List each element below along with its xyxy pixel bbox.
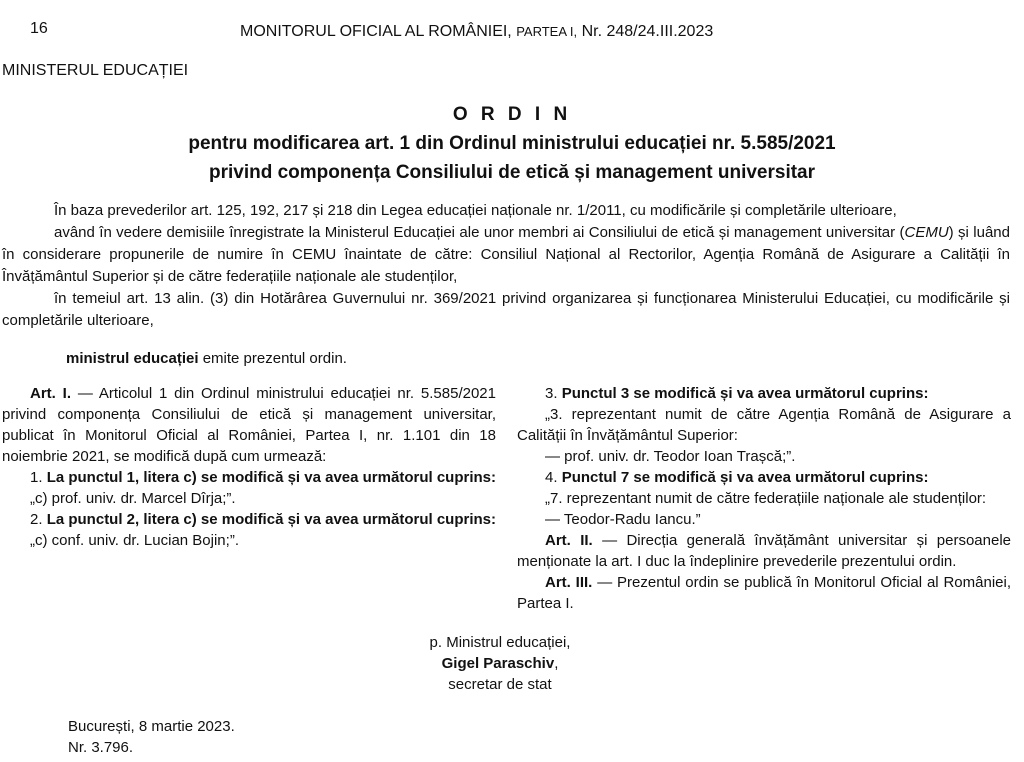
issuing-statement: ministrul educației emite prezentul ordin. — [66, 350, 347, 367]
amendment-2-heading: 2. La punctul 2, litera c) se modifică și va avea următorul cuprins: — [30, 511, 496, 528]
document-number: Nr. 3.796. — [68, 739, 134, 756]
amendment-3-name: — prof. univ. dr. Teodor Ioan Trașcă;”. — [545, 448, 796, 465]
journal-part: PARTEA I, — [516, 24, 578, 39]
amendment-2-text: „c) conf. univ. dr. Lucian Bojin;”. — [30, 532, 239, 549]
document-title-line1: pentru modificarea art. 1 din Ordinul ministrului educației nr. 5.585/2021 — [188, 133, 836, 154]
amendment-4-name: — Teodor-Radu Iancu.” — [545, 511, 701, 528]
amendment-3-text: „3. reprezentant numit de către Agenția Română de Asigurare a Calității în Învățământul Superior: — [517, 406, 1011, 444]
signatory-name: Gigel Paraschiv — [441, 655, 555, 672]
document-type: O R D I N — [452, 104, 572, 125]
signatory-role: secretar de stat — [448, 676, 552, 693]
amendment-1-text: „c) prof. univ. dr. Marcel Dîrja;”. — [30, 490, 236, 507]
signature-block — [400, 632, 600, 695]
article-1-label: Art. I. — [30, 385, 71, 402]
place-date: București, 8 martie 2023. — [68, 718, 235, 735]
preamble-considerations: având în vedere demisiile înregistrate la Ministerul Educației ale unor membri ai Consiliului de etică și management universitar (CEMU) și luând în considerare propunerile de numire în CEMU înaintate de către: Consiliul Național al Rectorilor, Agenția Română de Asigurare a Calității în Învățământul Superior și de către federațiile naționale ale studenților, — [2, 224, 1010, 285]
preamble-government-decision: în temeiul art. 13 alin. (3) din Hotărârea Guvernului nr. 369/2021 privind organizarea și funcționarea Ministerului Educației, cu modificările și completările ulterioare, — [2, 290, 1010, 329]
amendment-4-heading: 4. Punctul 7 se modifică și va avea următorul cuprins: — [545, 469, 929, 486]
amendment-1-heading: 1. La punctul 1, litera c) se modifică și va avea următorul cuprins: — [30, 469, 496, 486]
amendment-4-text: „7. reprezentant numit de către federațiile naționale ale studenților: — [545, 490, 987, 507]
preamble — [2, 200, 1010, 332]
article-3-label: Art. III. — [545, 574, 593, 591]
signature-on-behalf: p. Ministrul educației, — [429, 634, 571, 651]
signatory-name-line: Gigel Paraschiv, — [441, 655, 559, 672]
document-title-line2: privind componența Consiliului de etică și management universitar — [208, 162, 816, 183]
right-column — [517, 383, 1011, 614]
issuer-ministry: MINISTERUL EDUCAȚIEI — [2, 62, 189, 79]
amendment-3-heading: 3. Punctul 3 se modifică și va avea următorul cuprins: — [545, 385, 929, 402]
journal-title: MONITORUL OFICIAL AL ROMÂNIEI, — [240, 23, 512, 40]
journal-issue: Nr. 248/24.III.2023 — [581, 23, 714, 40]
cemu-abbreviation: CEMU — [904, 224, 949, 241]
article-2-label: Art. II. — [545, 532, 593, 549]
page-number: 16 — [30, 20, 48, 37]
preamble-legal-basis: În baza prevederilor art. 125, 192, 217 și 218 din Legea educației naționale nr. 1/2011, cu modificările și completările ulterioare, — [54, 202, 897, 219]
article-3: Art. III. — Prezentul ordin se publică în Monitorul Oficial al României, Partea I. — [517, 574, 1012, 612]
left-column — [2, 383, 496, 551]
article-1: Art. I. — Articolul 1 din Ordinul ministrului educației nr. 5.585/2021 privind componența Consiliului de etică și management universitar, publicat în Monitorul Oficial al României, Partea I, nr. 1.101 din 18 noiembrie 2021, se modifică după cum urmează: — [2, 385, 496, 465]
journal-header — [240, 23, 713, 41]
document-footer — [68, 716, 235, 758]
article-2: Art. II. — Direcția generală învățământ universitar și persoanele menționate la art. I duc la îndeplinire prevederile prezentului ordin. — [517, 532, 1011, 570]
